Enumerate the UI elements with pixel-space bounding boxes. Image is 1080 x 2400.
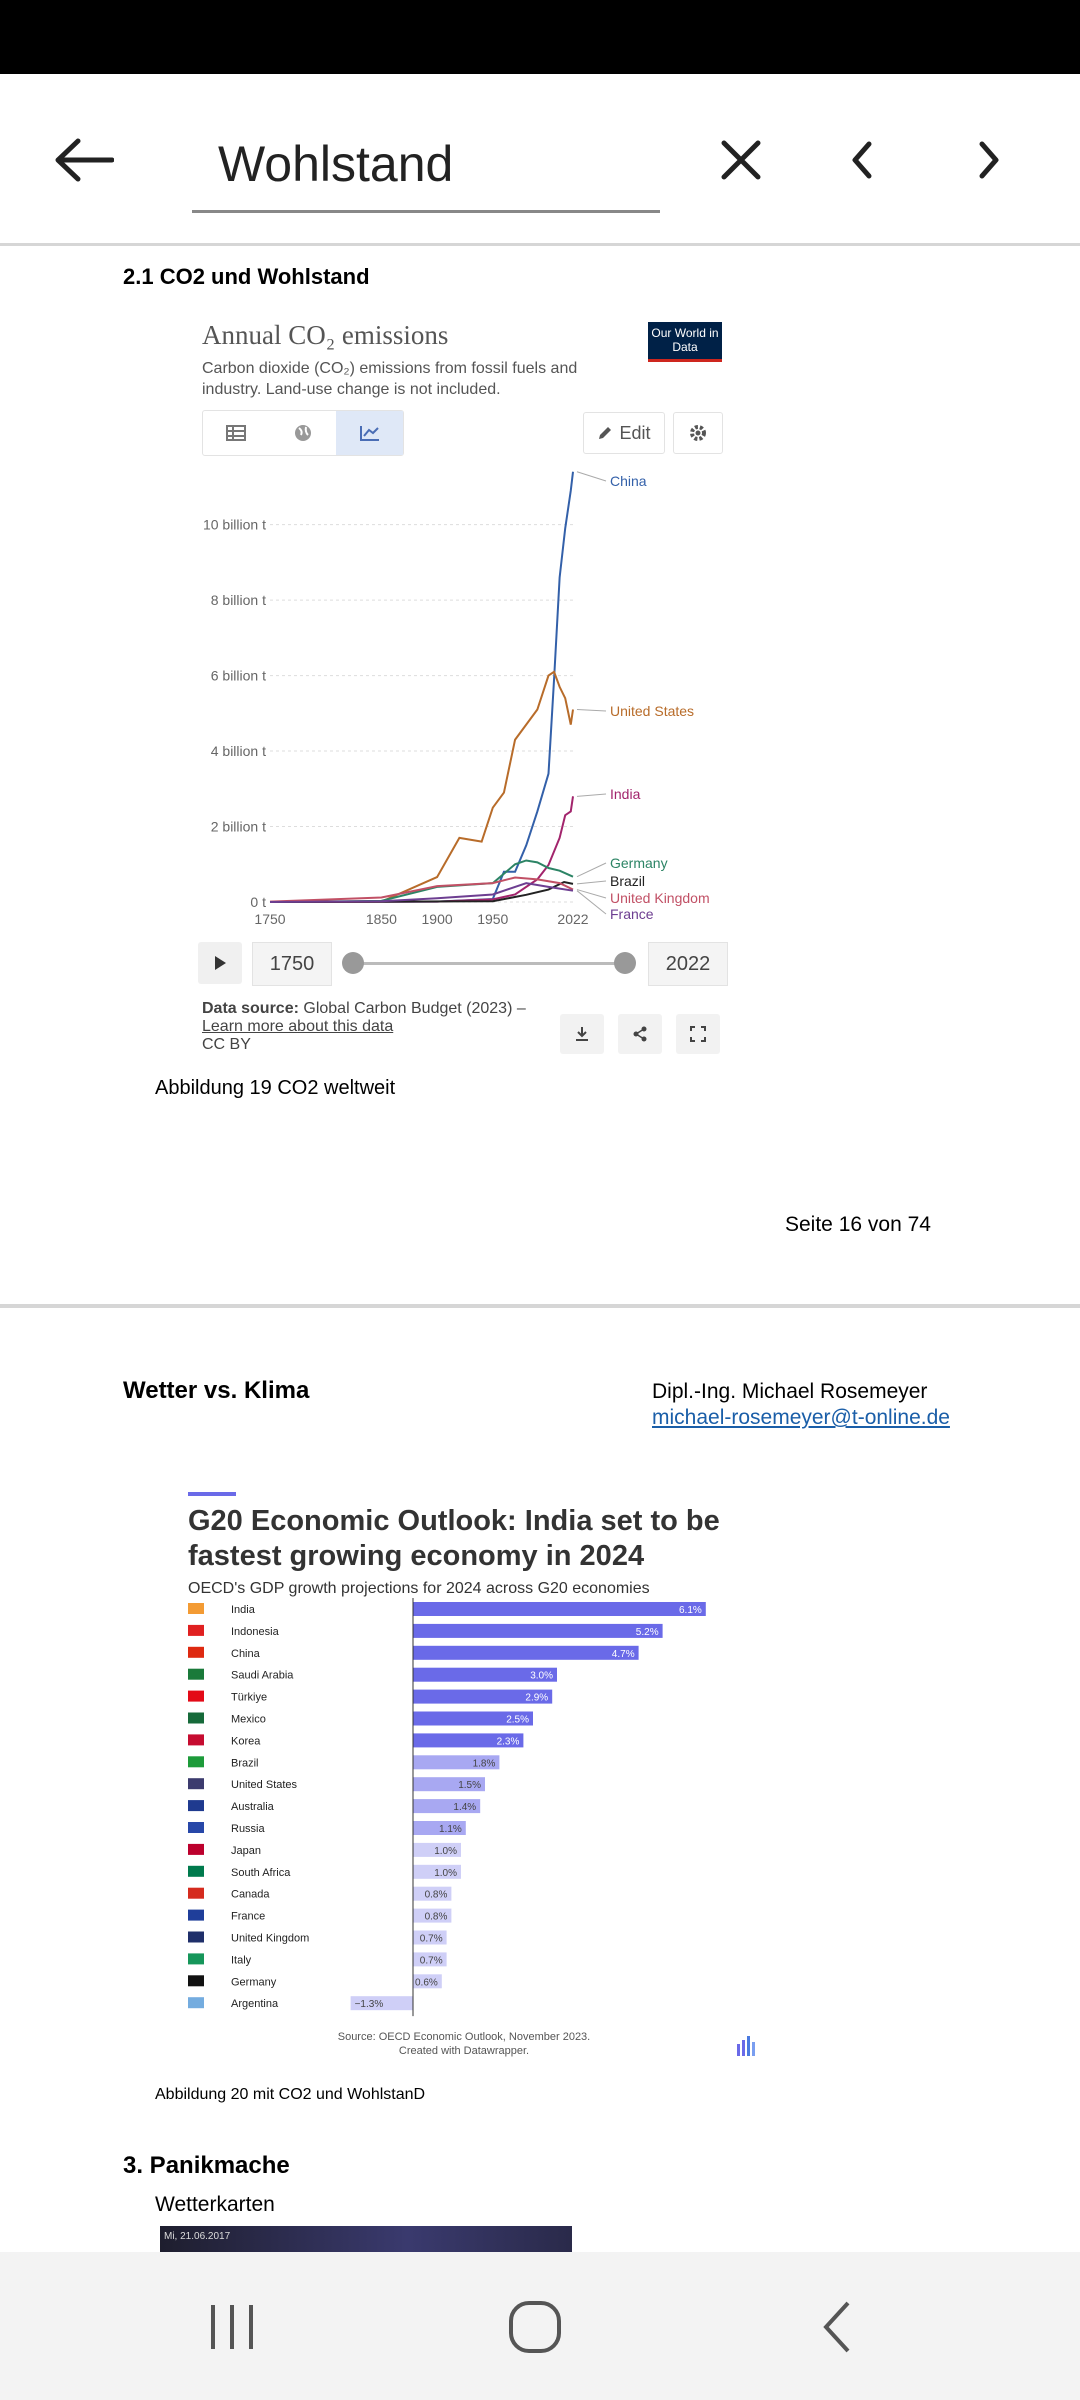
- chart-view-tab[interactable]: [336, 411, 403, 455]
- chevron-right-icon: [974, 140, 1004, 180]
- next-match-button[interactable]: [953, 124, 1025, 196]
- series-line-china: [270, 472, 573, 902]
- bar: [413, 1624, 663, 1638]
- flag-icon: [188, 1713, 204, 1724]
- country-label: South Africa: [231, 1866, 291, 1879]
- flag-icon: [188, 1691, 204, 1702]
- flag-icon: [188, 1822, 204, 1833]
- page-number: Seite 16 von 74: [785, 1213, 931, 1236]
- g20-gdp-figure: [168, 1480, 760, 2068]
- bar-value-label: 0.7%: [419, 1955, 443, 1967]
- flag-icon: [188, 1603, 204, 1614]
- search-query: Wohlstand: [218, 136, 454, 192]
- previous-match-button[interactable]: [826, 124, 898, 196]
- page-title: Wetter vs. Klima: [123, 1377, 310, 1404]
- flag-icon: [188, 1844, 204, 1855]
- section-3-heading: 3. Panikmache: [123, 2152, 290, 2179]
- y-tick-label: 10 billion t: [202, 516, 266, 533]
- series-label: United Kingdom: [610, 890, 710, 906]
- country-label: China: [231, 1647, 260, 1660]
- subsection-heading: Wetterkarten: [155, 2193, 275, 2216]
- start-year[interactable]: 1750: [252, 942, 332, 986]
- chart-title: Annual CO₂ emissions: [202, 320, 449, 350]
- series-connector: [577, 472, 606, 481]
- y-tick-label: 8 billion t: [210, 592, 266, 609]
- y-tick-label: 6 billion t: [210, 667, 266, 684]
- flag-icon: [188, 1669, 204, 1680]
- weather-map-image: [160, 2226, 572, 2254]
- country-label: Saudi Arabia: [231, 1669, 294, 1682]
- y-tick-label: 4 billion t: [210, 743, 266, 760]
- bar: [413, 1646, 639, 1660]
- country-label: Italy: [231, 1954, 252, 1967]
- flag-icon: [188, 1910, 204, 1921]
- x-tick-label: 2022: [557, 911, 589, 927]
- download-button[interactable]: [560, 1014, 604, 1054]
- y-tick-label: 2 billion t: [210, 818, 266, 835]
- country-label: Russia: [231, 1823, 265, 1835]
- series-connector: [577, 794, 606, 796]
- country-label: Brazil: [231, 1757, 259, 1770]
- bar-value-label: 6.1%: [679, 1605, 702, 1616]
- recent-apps-icon: [207, 2302, 257, 2352]
- series-line-united-kingdom: [270, 877, 573, 901]
- bar-value-label: 0.8%: [424, 1889, 448, 1901]
- country-label: Türkiye: [231, 1691, 268, 1704]
- series-label: France: [610, 906, 654, 922]
- figure-20-caption: Abbildung 20 mit CO2 und WohlstanD: [155, 2086, 426, 2103]
- share-button[interactable]: [618, 1014, 662, 1054]
- line-chart-icon: [359, 424, 381, 442]
- created-with: Created with Datawrapper.: [398, 2045, 530, 2057]
- back-button[interactable]: [50, 126, 118, 194]
- flag-icon: [188, 1625, 204, 1636]
- globe-icon: [293, 423, 313, 443]
- country-label: Mexico: [231, 1713, 266, 1726]
- chevron-left-icon: [847, 140, 877, 180]
- series-label: China: [610, 473, 647, 489]
- learn-more-link[interactable]: Learn more about this data: [202, 1018, 394, 1035]
- bar-value-label: 1.1%: [439, 1824, 462, 1835]
- section-heading: 2.1 CO2 und Wohlstand: [123, 264, 370, 289]
- g20-bar-chart: [168, 1598, 760, 2028]
- source-label: Data source:: [202, 1000, 299, 1017]
- source-text: Global Carbon Budget (2023) –: [303, 1000, 526, 1017]
- bar-value-label: 2.9%: [525, 1692, 549, 1704]
- edit-label: Edit: [619, 422, 651, 443]
- home-button[interactable]: [495, 2292, 575, 2362]
- bar-value-label: 0.6%: [415, 1977, 438, 1989]
- country-label: Argentina: [231, 1998, 279, 2011]
- status-bar: [0, 0, 1080, 74]
- arrow-left-icon: [54, 138, 114, 182]
- table-icon: [226, 425, 246, 441]
- table-view-tab[interactable]: [203, 411, 270, 455]
- x-tick-label: 1850: [365, 911, 397, 927]
- chart-footer: [202, 1000, 526, 1054]
- end-year[interactable]: 2022: [648, 942, 728, 986]
- flag-icon: [188, 1756, 204, 1767]
- home-icon: [507, 2299, 563, 2355]
- author-name: Dipl.-Ing. Michael Rosemeyer: [652, 1380, 928, 1403]
- license: CC BY: [202, 1036, 251, 1053]
- series-label: Brazil: [610, 873, 646, 889]
- download-icon: [574, 1026, 590, 1042]
- bar-value-label: 2.5%: [506, 1714, 529, 1726]
- bar-value-label: 3.0%: [530, 1670, 553, 1682]
- x-tick-label: 1900: [421, 911, 453, 927]
- series-line-united-states: [270, 672, 573, 902]
- g20-subtitle: OECD's GDP growth projections for 2024 across G20 economies: [188, 1580, 650, 1597]
- country-label: Indonesia: [231, 1625, 279, 1638]
- co2-emissions-figure: [178, 298, 748, 1060]
- view-tabs: [202, 410, 404, 456]
- bar-value-label: 0.8%: [424, 1911, 448, 1923]
- map-view-tab[interactable]: [270, 411, 337, 455]
- bar-value-label: 1.5%: [458, 1780, 481, 1792]
- timeline-slider[interactable]: [354, 962, 624, 965]
- country-label: Korea: [231, 1735, 261, 1748]
- co2-line-chart: [178, 458, 748, 928]
- flag-icon: [188, 1932, 204, 1943]
- author-email-link[interactable]: michael-rosemeyer@t-online.de: [652, 1406, 950, 1429]
- fullscreen-icon: [690, 1026, 706, 1042]
- series-connector: [577, 881, 606, 884]
- series-label: India: [610, 786, 641, 802]
- country-label: India: [231, 1604, 255, 1616]
- country-label: Canada: [231, 1888, 270, 1901]
- figure-19-caption: Abbildung 19 CO2 weltweit: [155, 1077, 396, 1099]
- flag-icon: [188, 1778, 204, 1789]
- bar-value-label: 2.3%: [496, 1736, 520, 1748]
- country-label: United Kingdom: [231, 1932, 310, 1945]
- close-icon: [719, 138, 763, 182]
- y-tick-label: 0 t: [250, 894, 266, 910]
- x-tick-label: 1950: [477, 911, 509, 927]
- pencil-icon: [597, 425, 613, 441]
- fullscreen-button[interactable]: [676, 1014, 720, 1054]
- search-input[interactable]: [192, 118, 660, 213]
- datawrapper-logo-icon: [736, 2036, 760, 2056]
- accent-line: [188, 1492, 236, 1496]
- bar: [413, 1602, 706, 1616]
- edit-button[interactable]: [583, 412, 665, 454]
- flag-icon: [188, 1888, 204, 1899]
- bar-value-label: 1.8%: [472, 1758, 496, 1770]
- bar-value-label: 4.7%: [611, 1648, 635, 1660]
- flag-icon: [188, 1647, 204, 1658]
- play-button[interactable]: [198, 942, 242, 984]
- series-connector: [577, 863, 606, 877]
- country-label: Australia: [231, 1801, 274, 1814]
- flag-icon: [188, 1975, 204, 1986]
- g20-source: [168, 2030, 760, 2058]
- country-label: United States: [231, 1779, 298, 1792]
- timeline-controls: [198, 938, 728, 988]
- bar-value-label: 0.7%: [419, 1933, 443, 1945]
- gear-icon: [689, 424, 707, 442]
- country-label: Germany: [231, 1976, 277, 1989]
- bar-value-label: 1.0%: [434, 1845, 457, 1857]
- start-handle[interactable]: [342, 952, 364, 974]
- flag-icon: [188, 1800, 204, 1811]
- country-label: France: [231, 1910, 266, 1923]
- settings-button[interactable]: [673, 412, 723, 454]
- source-line: Source: OECD Economic Outlook, November 2023.: [337, 2031, 591, 2043]
- bar-value-label: 1.0%: [434, 1867, 457, 1879]
- recent-apps-button[interactable]: [192, 2292, 272, 2362]
- bar-value-label: −1.3%: [354, 1999, 384, 2011]
- weather-date: Mi, 21.06.2017: [164, 2231, 231, 2242]
- series-label: United States: [610, 703, 695, 719]
- g20-title: G20 Economic Outlook: India set to be fastest growing economy in 2024: [188, 1505, 720, 1572]
- flag-icon: [188, 1866, 204, 1877]
- share-icon: [632, 1026, 648, 1042]
- flag-icon: [188, 1953, 204, 1964]
- bar-value-label: 1.4%: [453, 1802, 477, 1814]
- series-line-germany: [270, 860, 573, 902]
- owid-logo: Our World in Data: [648, 322, 722, 362]
- clear-search-button[interactable]: [705, 124, 777, 196]
- system-back-button[interactable]: [798, 2292, 878, 2362]
- flag-icon: [188, 1734, 204, 1745]
- chart-subtitle: Carbon dioxide (CO₂) emissions from fossil fuels and industry. Land-use change is not included.: [202, 360, 578, 398]
- series-label: Germany: [610, 855, 668, 871]
- country-label: Japan: [231, 1844, 261, 1857]
- x-tick-label: 1750: [254, 911, 286, 927]
- series-connector: [577, 710, 606, 711]
- series-line-india: [270, 796, 573, 902]
- back-icon: [818, 2299, 858, 2355]
- play-icon: [213, 955, 227, 971]
- system-navigation-bar: [0, 2252, 1080, 2400]
- bar-value-label: 5.2%: [635, 1626, 659, 1638]
- flag-icon: [188, 1997, 204, 2008]
- end-handle[interactable]: [614, 952, 636, 974]
